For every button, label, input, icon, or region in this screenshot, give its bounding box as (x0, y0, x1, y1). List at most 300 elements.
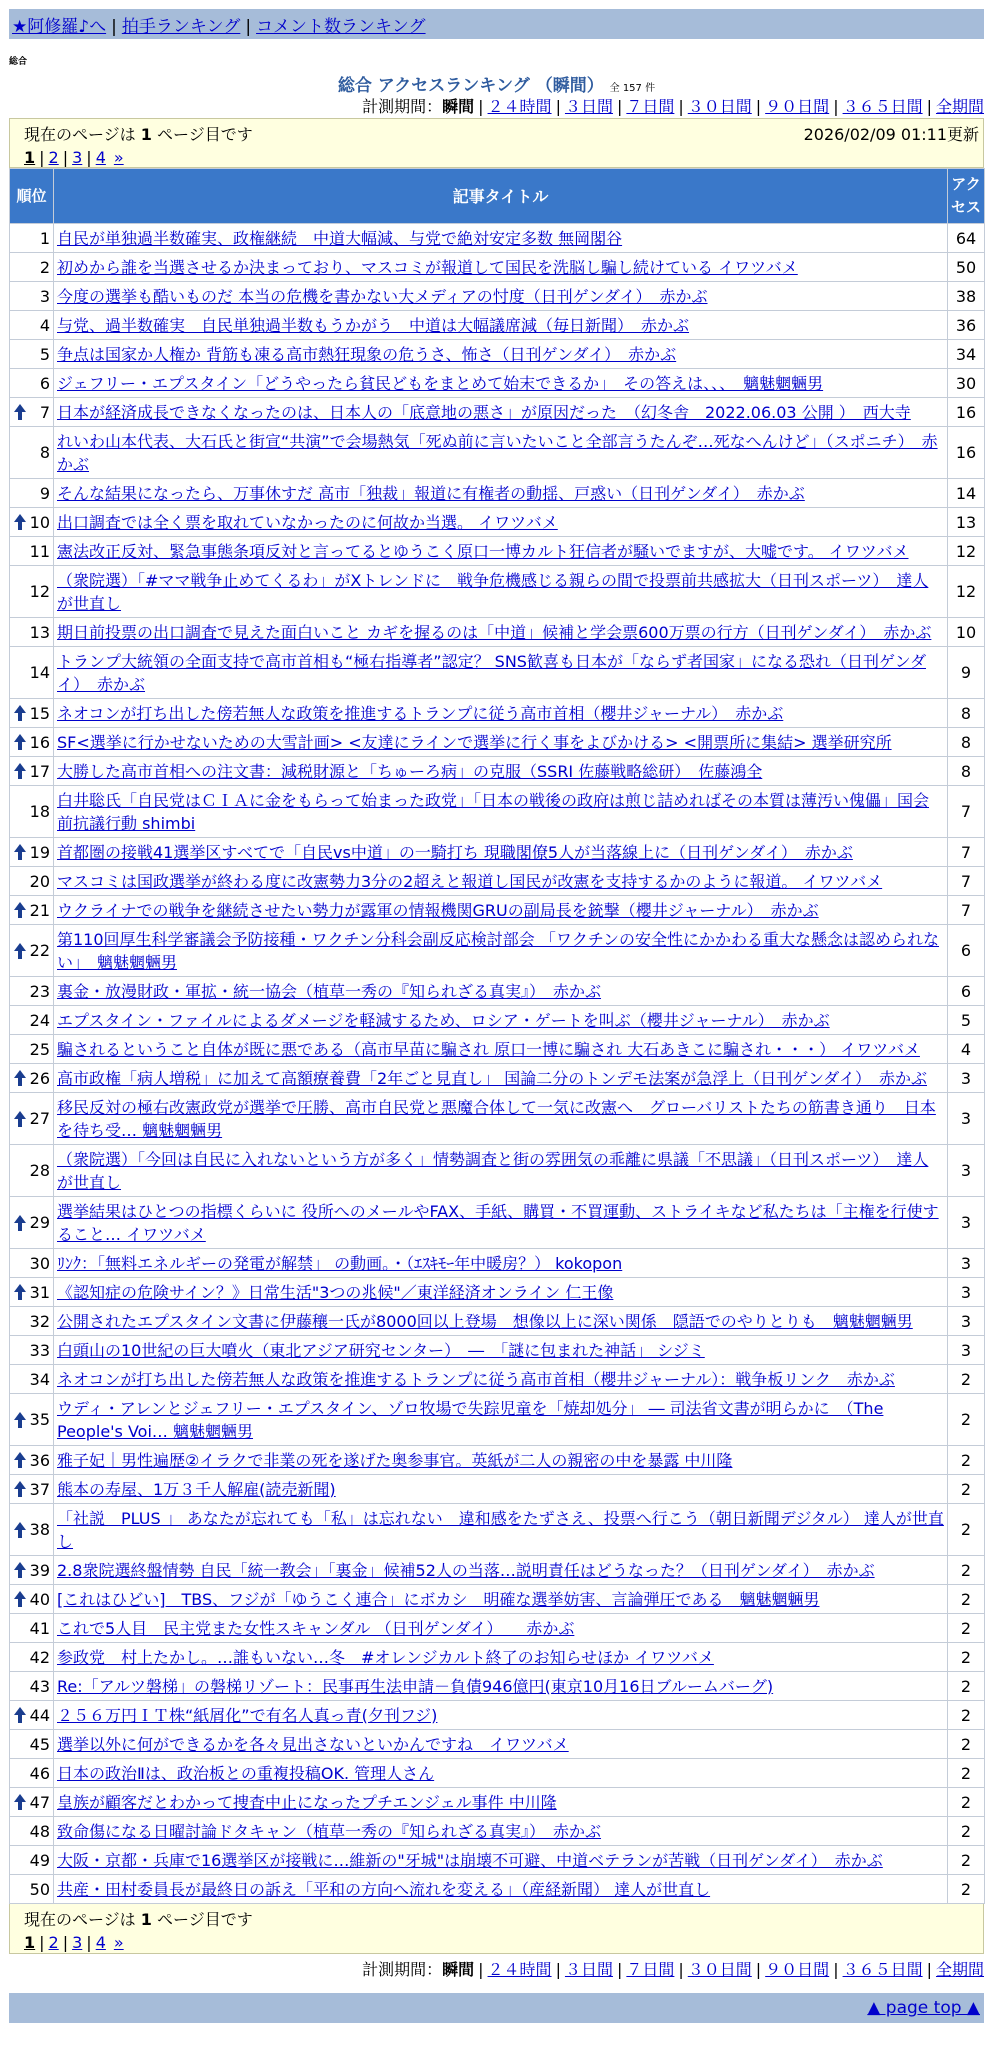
rank-cell (10, 508, 54, 537)
title-cell (54, 1093, 948, 1145)
rank-number: 47 (29, 1792, 50, 1812)
rank-number: 20 (29, 871, 50, 891)
access-count: 14 (948, 479, 985, 508)
table-row (10, 757, 985, 786)
rank-number: 9 (39, 483, 50, 503)
article-title-link[interactable]: 《認知症の危険サイン？》日常生活"3つの兆候"／東洋経済オンライン 仁王像 (57, 1282, 614, 1302)
table-row (10, 340, 985, 369)
rank-cell (10, 786, 54, 838)
access-count: 64 (948, 224, 985, 253)
article-title-link[interactable]: 致命傷になる日曜討論ドタキャン（植草一秀の『知られざる真実』） 赤かぶ (57, 1821, 602, 1841)
table-row (10, 838, 985, 867)
table-row (10, 508, 985, 537)
access-count: 2 (948, 1475, 985, 1504)
pager-next[interactable]: » (113, 148, 124, 167)
period-link-all[interactable]: 全期間 (935, 97, 984, 116)
article-title-link[interactable]: 選挙結果はひとつの指標くらいに 役所へのメールやFAX、手紙、購買・不買運動、ストライキなど私たちは「主権を行使すること… イワツバメ (57, 1201, 939, 1244)
access-count: 7 (948, 896, 985, 925)
pager-next-bottom[interactable]: » (113, 1933, 124, 1952)
table-row (10, 1475, 985, 1504)
pager-current-bottom: 1 (24, 1933, 36, 1952)
title-cell (54, 224, 948, 253)
current-page-text-bottom: 現在のページは 1 ページ目です (24, 1910, 253, 1929)
access-count: 10 (948, 618, 985, 647)
rank-cell (10, 1278, 54, 1307)
rank-cell (10, 618, 54, 647)
table-row (10, 977, 985, 1006)
rank-number: 43 (29, 1676, 50, 1696)
rank-number: 15 (29, 703, 50, 723)
pager-link-2[interactable]: 2 (48, 148, 59, 167)
period-link-all-bottom[interactable]: 全期間 (935, 1960, 984, 1979)
rank-up-arrow-icon (13, 1411, 27, 1429)
rank-cell (10, 1585, 54, 1614)
article-title-link[interactable]: 白井聡氏「自民党はＣＩＡに金をもらって始まった政党」「日本の戦後の政府は煎じ詰めればその本質は薄汚い傀儡」国会前抗議行動 shimbi (57, 790, 930, 833)
rank-cell (10, 647, 54, 699)
access-count: 12 (948, 566, 985, 618)
article-title-link[interactable]: 期日前投票の出口調査で見えた面白いこと カギを握るのは「中道」候補と学会票600万票の行方（日刊ゲンダイ） 赤かぶ (57, 622, 932, 642)
access-count: 8 (948, 699, 985, 728)
article-title-link[interactable]: SF<選挙に行かせないための大雪計画> <友達にラインで選挙に行く事をよびかける> <開票所に集結> 選挙研究所 (57, 732, 892, 752)
title-cell (54, 1064, 948, 1093)
title-cell (54, 838, 948, 867)
rank-up-arrow-icon (13, 942, 27, 960)
rank-number: 13 (29, 622, 50, 642)
table-row (10, 369, 985, 398)
rank-up-arrow-icon (13, 1561, 27, 1579)
article-title-link[interactable]: 公開されたエプスタイン文書に伊藤穰一氏が8000回以上登場 想像以上に深い関係 隠語でのやりとりも 魑魅魍魎男 (57, 1311, 913, 1331)
period-link-3d-bottom[interactable]: ３日間 (564, 1960, 613, 1979)
pager-current: 1 (24, 148, 36, 167)
ranking-table (9, 168, 985, 1904)
rank-cell (10, 1759, 54, 1788)
table-row (10, 1846, 985, 1875)
article-title-link[interactable]: 裏金・放漫財政・軍拡・統一協会（植草一秀の『知られざる真実』） 赤かぶ (57, 981, 602, 1001)
rank-cell (10, 1093, 54, 1145)
article-title-link[interactable]: 憲法改正反対、緊急事態条項反対と言ってるとゆうこく原口一博カルト狂信者が騒いでますが、大嘘です。 イワツバメ (57, 541, 909, 561)
table-row (10, 1336, 985, 1365)
title-cell (54, 1394, 948, 1446)
title-cell (54, 618, 948, 647)
article-title-link[interactable]: [これはひどい] TBS、フジが「ゆうこく連合」にボカシ 明確な選挙妨害、言論弾圧である 魑魅魍魎男 (57, 1589, 820, 1609)
rank-cell (10, 977, 54, 1006)
table-row (10, 1365, 985, 1394)
rank-cell (10, 1556, 54, 1585)
rank-number: 31 (29, 1282, 50, 1302)
article-title-link[interactable]: ウディ・アレンとジェフリー・エプスタイン、ゾロ牧場で失踪児童を「焼却処分」 ― 司法省文書が明らかに （The People's Voi… 魑魅魍魎男 (57, 1398, 884, 1441)
article-title-link[interactable]: 雅子妃｜男性遍歴②イラクで非業の死を遂げた奥参事官。英紙が二人の親密の中を暴露 中川隆 (57, 1450, 733, 1470)
title-cell (54, 1643, 948, 1672)
article-title-link[interactable]: れいわ山本代表、大石氏と街宣“共演”で会場熱気「死ぬ前に言いたいこと全部言うたんぞ…死なへんけど」（スポニチ） 赤かぶ (57, 431, 938, 474)
article-title-link[interactable]: 参政党 村上たかし。…誰もいない…冬 #オレンジカルト終了のお知らせほか イワツバメ (57, 1647, 714, 1667)
article-title-link[interactable]: 今度の選挙も酷いものだ 本当の危機を書かない大メディアの忖度（日刊ゲンダイ） 赤かぶ (57, 286, 708, 306)
table-row (10, 1307, 985, 1336)
page-info-top (9, 118, 984, 168)
access-count: 16 (948, 427, 985, 479)
article-title-link[interactable]: 日本の政治Ⅱは、政治板との重複投稿OK. 管理人さん (57, 1763, 435, 1783)
rank-up-arrow-icon (13, 1521, 27, 1539)
title-cell (54, 1475, 948, 1504)
period-link-7d-bottom[interactable]: ７日間 (626, 1960, 675, 1979)
access-count: 5 (948, 1006, 985, 1035)
access-count: 2 (948, 1788, 985, 1817)
table-row (10, 1556, 985, 1585)
rank-cell (10, 282, 54, 311)
access-count: 38 (948, 282, 985, 311)
rank-number: 2 (39, 257, 50, 277)
access-count: 2 (948, 1504, 985, 1556)
rank-cell (10, 398, 54, 427)
period-current-bottom: 瞬間 (442, 1960, 475, 1979)
article-title-link[interactable]: （衆院選）「今回は自民に入れないという方が多く」情勢調査と街の雰囲気の乖離に県議「不思議」（日刊スポーツ） 達人が世直し (57, 1149, 929, 1192)
access-count: 13 (948, 508, 985, 537)
title-cell (54, 1730, 948, 1759)
title-cell (54, 1585, 948, 1614)
article-title-link[interactable]: 日本が経済成長できなくなったのは、日本人の「底意地の悪さ」が原因だった （幻冬舎 2022.06.03 公開 ） 西大寺 (57, 402, 911, 422)
title-cell (54, 508, 948, 537)
table-row (10, 1730, 985, 1759)
article-title-link[interactable]: マスコミは国政選挙が終わる度に改憲勢力3分の2超えと報道し国民が改憲を支持するかのように報道。 イワツバメ (57, 871, 883, 891)
rank-cell (10, 699, 54, 728)
top-nav-bar: ★阿修羅♪へ | 拍手ランキング | コメント数ランキング (9, 9, 984, 39)
access-count: 12 (948, 537, 985, 566)
rank-number: 3 (39, 286, 50, 306)
rank-number: 49 (29, 1850, 50, 1870)
rank-cell (10, 479, 54, 508)
article-title-link[interactable]: 皇族が顧客だとわかって捜査中止になったプチエンジェル事件 中川隆 (57, 1792, 557, 1812)
rank-cell (10, 1672, 54, 1701)
article-title-link[interactable]: 白頭山の10世紀の巨大噴火（東北アジア研究センター） ― 「謎に包まれた神話」 シジミ (57, 1340, 705, 1360)
rank-cell (10, 311, 54, 340)
rank-number: 28 (29, 1161, 50, 1180)
period-link-24h[interactable]: ２４時間 (487, 97, 552, 116)
rank-cell (10, 253, 54, 282)
rank-up-arrow-icon (13, 1069, 27, 1087)
ranking-rows (10, 224, 985, 1904)
rank-number: 46 (29, 1763, 50, 1783)
title-cell (54, 1336, 948, 1365)
title-cell (54, 977, 948, 1006)
access-count: 2 (948, 1614, 985, 1643)
rank-number: 40 (29, 1589, 50, 1609)
title-cell (54, 537, 948, 566)
rank-cell (10, 1504, 54, 1556)
title-cell (54, 1672, 948, 1701)
rank-cell (10, 1446, 54, 1475)
rank-up-arrow-icon (13, 704, 27, 722)
rank-number: 44 (29, 1705, 50, 1725)
article-title-link[interactable]: ウクライナでの戦争を継続させたい勢力が露軍の情報機関GRUの副局長を銃撃（櫻井ジャーナル） 赤かぶ (57, 900, 819, 920)
rank-cell (10, 838, 54, 867)
access-count: 3 (948, 1278, 985, 1307)
table-row (10, 479, 985, 508)
table-row (10, 427, 985, 479)
title-cell (54, 1614, 948, 1643)
table-row (10, 1759, 985, 1788)
rank-cell (10, 1035, 54, 1064)
rank-cell (10, 1365, 54, 1394)
footer-bar (9, 1993, 984, 2023)
access-count: 3 (948, 1307, 985, 1336)
rank-up-arrow-icon (13, 1706, 27, 1724)
title-cell (54, 1759, 948, 1788)
rank-cell (10, 1846, 54, 1875)
rank-cell (10, 566, 54, 618)
title-cell (54, 1817, 948, 1846)
pager-link-3[interactable]: 3 (72, 148, 83, 167)
rank-number: 42 (29, 1647, 50, 1667)
rank-up-arrow-icon (13, 1793, 27, 1811)
access-count: 6 (948, 977, 985, 1006)
table-row (10, 1278, 985, 1307)
table-row (10, 925, 985, 977)
article-title-link[interactable]: ネオコンが打ち出した傍若無人な政策を推進するトランプに従う高市首相（櫻井ジャーナル）：戦争板リンク 赤かぶ (57, 1369, 895, 1389)
rank-up-arrow-icon (13, 1283, 27, 1301)
access-count: 2 (948, 1701, 985, 1730)
rank-number: 27 (29, 1109, 50, 1128)
access-count: 2 (948, 1817, 985, 1846)
rank-cell (10, 427, 54, 479)
rank-up-arrow-icon (13, 901, 27, 919)
article-title-link[interactable]: （衆院選）「#ママ戦争止めてくるわ」がXトレンドに 戦争危機感じる親らの間で投票前共感拡大（日刊スポーツ） 達人が世直し (57, 570, 929, 613)
page (9, 9, 984, 2023)
article-title-link[interactable]: 自民が単独過半数確実、政権継続 中道大幅減、与党で絶対安定多数 無岡閣谷 (57, 228, 623, 248)
rank-cell (10, 1788, 54, 1817)
access-count: 50 (948, 253, 985, 282)
access-count: 2 (948, 1846, 985, 1875)
table-row (10, 1788, 985, 1817)
title-cell (54, 1307, 948, 1336)
period-label: 計測期間： (362, 97, 443, 116)
period-link-24h-bottom[interactable]: ２４時間 (487, 1960, 552, 1979)
title-cell (54, 925, 948, 977)
rank-number: 48 (29, 1821, 50, 1841)
access-count: 34 (948, 340, 985, 369)
access-count: 36 (948, 311, 985, 340)
article-title-link[interactable]: 初めから誰を当選させるか決まっており、マスコミが報道して国民を洗脳し騙し続けている イワツバメ (57, 257, 798, 277)
title-cell (54, 786, 948, 838)
total-count: 全 157 件 (609, 83, 656, 94)
rank-number: 30 (29, 1253, 50, 1273)
rank-number: 8 (39, 443, 50, 462)
rank-up-arrow-icon (13, 733, 27, 751)
table-row (10, 1614, 985, 1643)
article-title-link[interactable]: 大勝した高市首相への注文書：減税財源と「ちゅーろ病」の克服（SSRI 佐藤戦略総研） 佐藤鴻全 (57, 761, 763, 781)
home-link[interactable]: ★阿修羅♪へ (12, 17, 107, 37)
title-cell (54, 728, 948, 757)
page-title-text: 総合 アクセスランキング （瞬間） (337, 76, 604, 96)
rank-cell (10, 728, 54, 757)
table-row (10, 1817, 985, 1846)
title-cell (54, 427, 948, 479)
rank-number: 45 (29, 1734, 50, 1754)
page-info-bottom (9, 1904, 984, 1954)
article-title-link[interactable]: そんな結果になったら、万事休すだ 高市「独裁」報道に有権者の動揺、戸惑い（日刊ゲンダイ） 赤かぶ (57, 483, 805, 503)
period-link-365d[interactable]: ３６５日間 (842, 97, 923, 116)
table-row (10, 566, 985, 618)
access-count: 8 (948, 728, 985, 757)
title-cell (54, 566, 948, 618)
rank-number: 5 (39, 344, 50, 364)
page-title (9, 71, 984, 96)
access-count: 2 (948, 1875, 985, 1904)
rank-number: 32 (29, 1311, 50, 1331)
rank-number: 10 (29, 512, 50, 532)
title-cell (54, 253, 948, 282)
period-label-bottom: 計測期間： (362, 1960, 443, 1979)
table-row (10, 1394, 985, 1446)
pager-link-3-bottom[interactable]: 3 (72, 1933, 83, 1952)
access-count: 2 (948, 1643, 985, 1672)
table-row (10, 1064, 985, 1093)
pager-link-4[interactable]: 4 (95, 148, 106, 167)
title-cell (54, 1278, 948, 1307)
pager-link-2-bottom[interactable]: 2 (48, 1933, 59, 1952)
table-row (10, 647, 985, 699)
col-rank-header: 順位 (10, 169, 54, 224)
title-cell (54, 1446, 948, 1475)
rank-up-arrow-icon (13, 1214, 27, 1232)
table-row (10, 1701, 985, 1730)
rank-number: 14 (29, 663, 50, 682)
table-row (10, 896, 985, 925)
article-title-link[interactable]: 2.8衆院選終盤情勢 自民「統一教会」「裏金」候補52人の当落…説明責任はどうなった？（日刊ゲンダイ） 赤かぶ (57, 1560, 875, 1580)
table-row (10, 867, 985, 896)
period-link-90d-bottom[interactable]: ９０日間 (765, 1960, 830, 1979)
access-count: 2 (948, 1365, 985, 1394)
article-title-link[interactable]: 騙されるということ自体が既に悪である（高市早苗に騙され 原口一博に騙され 大石あきこに騙され・・・） イワツバメ (57, 1039, 920, 1059)
period-link-30d-bottom[interactable]: ３０日間 (687, 1960, 752, 1979)
period-link-7d[interactable]: ７日間 (626, 97, 675, 116)
table-row (10, 282, 985, 311)
comment-ranking-link[interactable]: コメント数ランキング (256, 17, 426, 37)
article-title-link[interactable]: 共産・田村委員長が最終日の訴え「平和の方向へ流れを変える」（産経新聞） 達人が世直し (57, 1879, 711, 1899)
access-count: 2 (948, 1556, 985, 1585)
rank-number: 50 (29, 1879, 50, 1899)
table-row (10, 1585, 985, 1614)
access-count: 30 (948, 369, 985, 398)
article-title-link[interactable]: ネオコンが打ち出した傍若無人な政策を推進するトランプに従う高市首相（櫻井ジャーナル） 赤かぶ (57, 703, 784, 723)
article-title-link[interactable]: エプスタイン・ファイルによるダメージを軽減するため、ロシア・ゲートを叫ぶ（櫻井ジャーナル） 赤かぶ (57, 1010, 830, 1030)
pager-top: 1 | 2 | 3 | 4 » (24, 148, 124, 167)
article-title-link[interactable]: 選挙以外に何ができるかを各々見出さないといかんですね イワツバメ (57, 1734, 569, 1754)
article-title-link[interactable]: ジェフリー・エプスタイン「どうやったら貧民どもをまとめて始末できるか」 その答えは、、、 魑魅魍魎男 (57, 373, 824, 393)
access-count: 2 (948, 1585, 985, 1614)
rank-number: 41 (29, 1618, 50, 1638)
rank-cell (10, 1145, 54, 1197)
rank-cell (10, 1701, 54, 1730)
article-title-link[interactable]: 移民反対の極右改憲政党が選挙で圧勝、高市自民党と悪魔合体して一気に改憲へ グローバリストたちの筋書き通り 日本を待ち受… 魑魅魍魎男 (57, 1097, 936, 1140)
article-title-link[interactable]: ﾘﾝｸ：「無料エネルギーの発電が解禁」 の動画。・（ｴｽｷﾓｰ年中暖房？） kokopon (57, 1253, 623, 1273)
table-row (10, 1145, 985, 1197)
title-cell (54, 369, 948, 398)
period-link-365d-bottom[interactable]: ３６５日間 (842, 1960, 923, 1979)
article-title-link[interactable]: 「社説 PLUS 」 あなたが忘れても「私」は忘れない 違和感をたずさえ、投票へ行こう（朝日新聞デジタル） 達人が世直し (57, 1508, 944, 1551)
access-count: 3 (948, 1064, 985, 1093)
article-title-link[interactable]: 熊本の寿屋、1万３千人解雇(読売新聞) (57, 1479, 336, 1499)
rank-cell (10, 1197, 54, 1249)
rank-number: 25 (29, 1039, 50, 1059)
rank-number: 21 (29, 900, 50, 920)
table-row (10, 1672, 985, 1701)
title-cell (54, 757, 948, 786)
access-count: 8 (948, 757, 985, 786)
article-title-link[interactable]: Re:「アルツ磐梯」の磐梯リゾート：民事再生法申請－負債946億円(東京10月16日ブルームバーグ) (57, 1676, 774, 1696)
rank-up-arrow-icon (13, 403, 27, 421)
rank-up-arrow-icon (13, 513, 27, 531)
rank-number: 6 (39, 373, 50, 393)
rank-up-arrow-icon (13, 1590, 27, 1608)
access-count: 4 (948, 1035, 985, 1064)
article-title-link[interactable]: ２５６万円ＩＴ株“紙屑化”で有名人真っ青(夕刊フジ) (57, 1705, 438, 1725)
rank-number: 33 (29, 1340, 50, 1360)
article-title-link[interactable]: 第110回厚生科学審議会予防接種・ワクチン分科会副反応検討部会 「ワクチンの安全性にかかわる重大な懸念は認められない」 魑魅魍魎男 (57, 929, 940, 972)
rank-number: 16 (29, 732, 50, 752)
title-cell (54, 1701, 948, 1730)
pager-link-4-bottom[interactable]: 4 (95, 1933, 106, 1952)
period-link-30d[interactable]: ３０日間 (687, 97, 752, 116)
rank-cell (10, 757, 54, 786)
title-cell (54, 699, 948, 728)
table-row (10, 786, 985, 838)
period-selector-top: 計測期間：瞬間 | ２４時間 | ３日間 | ７日間 | ３０日間 | ９０日間 | ３６５日間 | 全期間 (362, 97, 984, 116)
title-cell (54, 1365, 948, 1394)
table-row (10, 728, 985, 757)
rank-number: 36 (29, 1450, 50, 1470)
access-count: 2 (948, 1446, 985, 1475)
article-title-link[interactable]: 争点は国家か人権か 背筋も凍る高市熱狂現象の危うさ、怖さ（日刊ゲンダイ） 赤かぶ (57, 344, 677, 364)
access-count: 7 (948, 786, 985, 838)
title-cell (54, 1006, 948, 1035)
title-cell (54, 647, 948, 699)
table-row (10, 1504, 985, 1556)
article-title-link[interactable]: これで5人目 民主党また女性スキャンダル （日刊ゲンダイ） 赤かぶ (57, 1618, 575, 1638)
rank-number: 26 (29, 1068, 50, 1088)
title-cell (54, 340, 948, 369)
rank-up-arrow-icon (13, 1110, 27, 1128)
rank-number: 34 (29, 1369, 50, 1389)
rank-cell (10, 224, 54, 253)
access-count: 7 (948, 867, 985, 896)
table-row (10, 311, 985, 340)
title-cell (54, 1035, 948, 1064)
article-title-link[interactable]: 与党、過半数確実 自民単独過半数もうかがう 中道は大幅議席減（毎日新聞） 赤かぶ (57, 315, 690, 335)
rank-number: 24 (29, 1010, 50, 1030)
article-title-link[interactable]: トランプ大統領の全面支持で高市首相も“極右指導者”認定？ SNS歓喜も日本が「ならず者国家」になる恐れ（日刊ゲンダイ） 赤かぶ (57, 651, 926, 694)
rank-number: 29 (29, 1213, 50, 1232)
article-title-link[interactable]: 大阪・京都・兵庫で16選挙区が接戦に…維新の"牙城"は崩壊不可避、中道ベテランが苦戦（日刊ゲンダイ） 赤かぶ (57, 1850, 883, 1870)
title-cell (54, 1145, 948, 1197)
article-title-link[interactable]: 首都圏の接戦41選挙区すべてで「自民vs中道」の一騎打ち 現職閣僚5人が当落線上に（日刊ゲンダイ） 赤かぶ (57, 842, 853, 862)
page-top-link[interactable]: ▲ page top ▲ (867, 1998, 980, 2018)
rank-up-arrow-icon (13, 1451, 27, 1469)
access-count: 3 (948, 1197, 985, 1249)
article-title-link[interactable]: 出口調査では全く票を取れていなかったのに何故か当選。 イワツバメ (57, 512, 558, 532)
rank-cell (10, 867, 54, 896)
clap-ranking-link[interactable]: 拍手ランキング (121, 17, 241, 37)
table-row (10, 224, 985, 253)
title-cell (54, 282, 948, 311)
current-page-text: 現在のページは 1 ページ目です (24, 125, 253, 144)
rank-cell (10, 1336, 54, 1365)
table-row (10, 1197, 985, 1249)
access-count: 2 (948, 1730, 985, 1759)
period-link-90d[interactable]: ９０日間 (765, 97, 830, 116)
rank-number: 7 (39, 402, 50, 422)
rank-cell (10, 1730, 54, 1759)
period-link-3d[interactable]: ３日間 (564, 97, 613, 116)
article-title-link[interactable]: 高市政権「病人増税」に加えて高額療養費「2年ごと見直し」 国論二分のトンデモ法案が急浮上（日刊ゲンダイ） 赤かぶ (57, 1068, 927, 1088)
